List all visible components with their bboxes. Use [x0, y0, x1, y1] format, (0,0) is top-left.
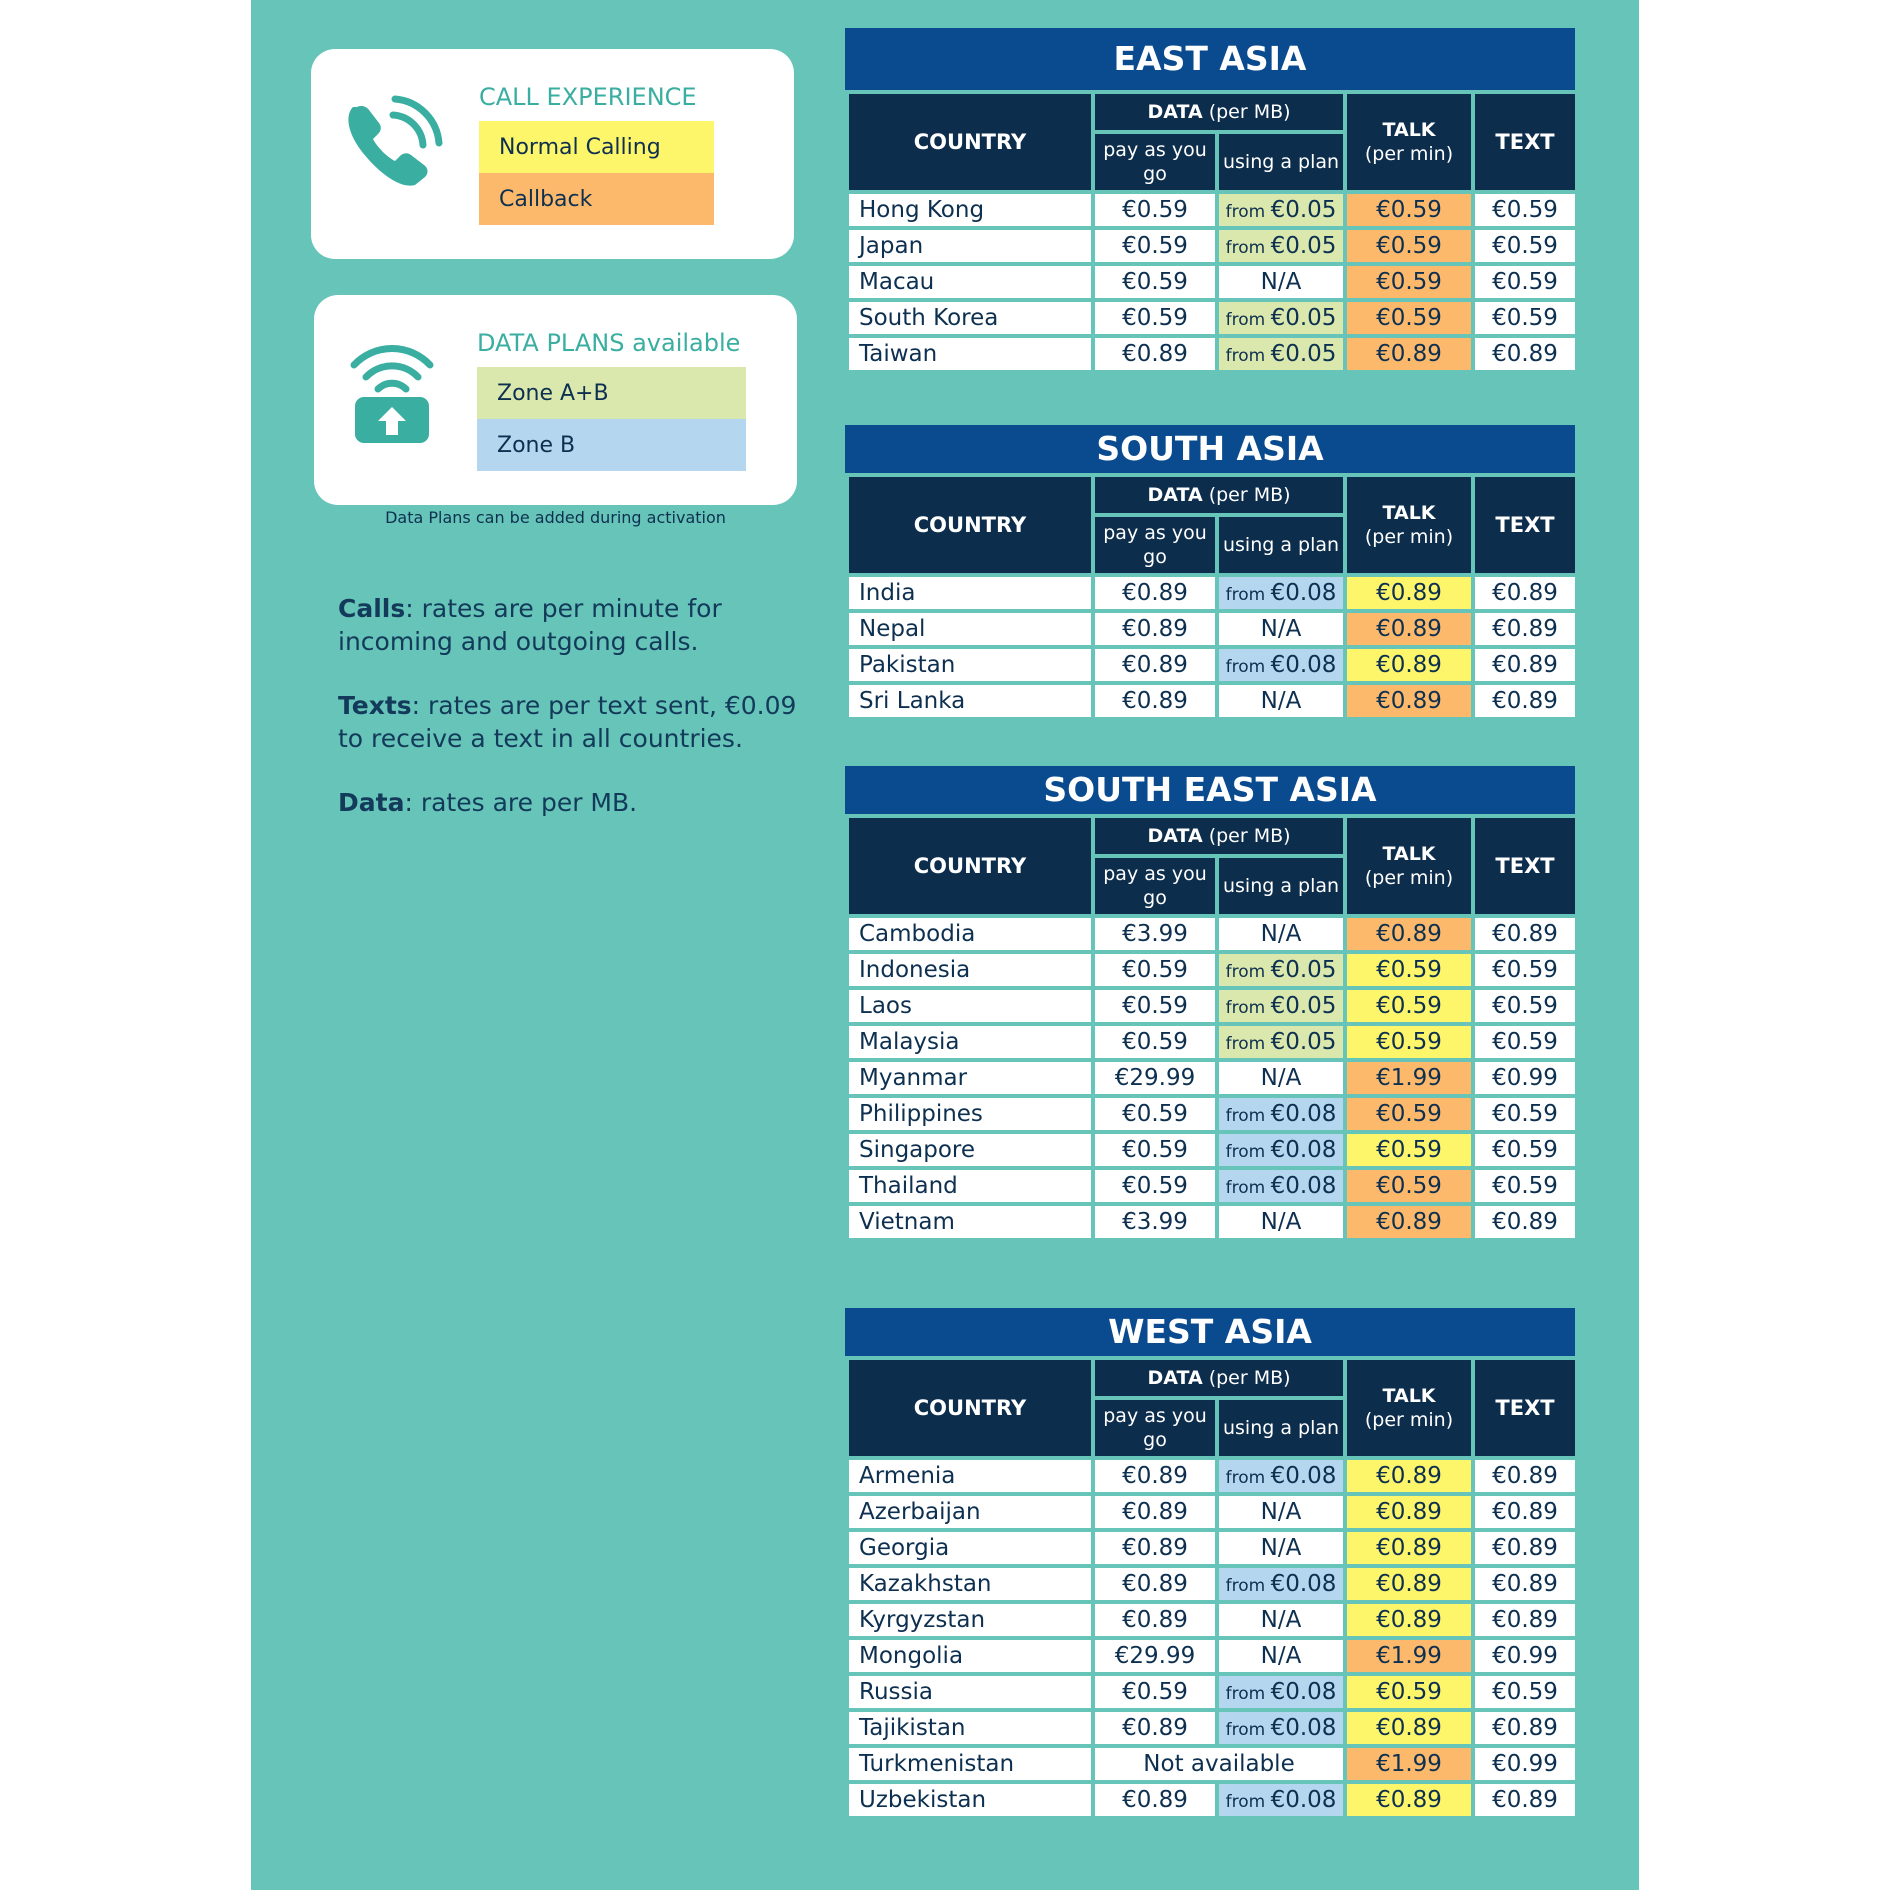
talk-cell: €0.89	[1345, 916, 1473, 952]
legend-zone-ab: Zone A+B	[477, 367, 746, 419]
payg-cell: €0.89	[1093, 647, 1217, 683]
talk-cell: €0.89	[1345, 1530, 1473, 1566]
country-cell: Cambodia	[847, 916, 1093, 952]
note-texts: Texts: rates are per text sent, €0.09 to receive a text in all countries.	[338, 691, 797, 753]
plan-rate: €0.08	[1270, 1787, 1337, 1813]
text-cell: €0.89	[1473, 1782, 1577, 1818]
plan-from-label: from	[1225, 1106, 1271, 1126]
text-cell: €0.59	[1473, 228, 1577, 264]
country-cell: Russia	[847, 1674, 1093, 1710]
data-plans-note: Data Plans can be added during activation	[385, 508, 726, 527]
payg-cell: €0.89	[1093, 1602, 1217, 1638]
country-column-header: COUNTRY	[847, 92, 1093, 192]
country-cell: Taiwan	[847, 336, 1093, 372]
text-cell: €0.89	[1473, 683, 1577, 719]
plan-cell	[1217, 575, 1345, 611]
talk-cell: €0.59	[1345, 228, 1473, 264]
talk-header-label: TALK	[1382, 119, 1436, 141]
country-cell: Philippines	[847, 1096, 1093, 1132]
talk-cell: €0.59	[1345, 264, 1473, 300]
table-row	[847, 1024, 1577, 1060]
talk-column-header	[1345, 816, 1473, 916]
text-cell: €0.89	[1473, 336, 1577, 372]
region-west-asia	[845, 1308, 1575, 1820]
rate-notes	[338, 592, 818, 850]
payg-cell: €29.99	[1093, 1638, 1217, 1674]
plan-cell	[1217, 228, 1345, 264]
talk-cell: €0.59	[1345, 300, 1473, 336]
text-column-header: TEXT	[1473, 816, 1577, 916]
plan-from-label: from	[1225, 585, 1271, 605]
country-cell: Tajikistan	[847, 1710, 1093, 1746]
payg-cell: €0.59	[1093, 1024, 1217, 1060]
table-row	[847, 988, 1577, 1024]
country-cell: Macau	[847, 264, 1093, 300]
plan-cell	[1217, 336, 1345, 372]
talk-column-header	[1345, 475, 1473, 575]
plan-from-label: from	[1225, 1684, 1271, 1704]
plan-rate: €0.08	[1270, 1715, 1337, 1741]
text-cell: €0.89	[1473, 575, 1577, 611]
payg-column-header: pay as you go	[1093, 1398, 1217, 1458]
plan-rate: €0.08	[1270, 1571, 1337, 1597]
plan-column-header: using a plan	[1217, 132, 1345, 192]
country-cell: Kyrgyzstan	[847, 1602, 1093, 1638]
talk-cell: €0.59	[1345, 192, 1473, 228]
plan-rate: €0.05	[1270, 233, 1337, 259]
plan-cell	[1217, 1566, 1345, 1602]
legend-normal-calling: Normal Calling	[479, 121, 714, 173]
country-cell: India	[847, 575, 1093, 611]
plan-rate: €0.08	[1270, 1101, 1337, 1127]
country-cell: Azerbaijan	[847, 1494, 1093, 1530]
plan-cell: N/A	[1217, 916, 1345, 952]
payg-cell: €0.89	[1093, 1530, 1217, 1566]
table-row	[847, 1710, 1577, 1746]
payg-cell: €0.89	[1093, 1710, 1217, 1746]
text-cell: €0.89	[1473, 916, 1577, 952]
table-row	[847, 1168, 1577, 1204]
call-legend-title: CALL EXPERIENCE	[479, 83, 697, 111]
table-row	[847, 1746, 1577, 1782]
plan-rate: €0.08	[1270, 652, 1337, 678]
text-cell: €0.59	[1473, 300, 1577, 336]
table-row	[847, 1602, 1577, 1638]
talk-cell: €0.59	[1345, 1168, 1473, 1204]
plan-column-header: using a plan	[1217, 515, 1345, 575]
payg-cell: €0.59	[1093, 988, 1217, 1024]
text-column-header: TEXT	[1473, 475, 1577, 575]
plan-from-label: from	[1225, 1142, 1271, 1162]
text-cell: €0.59	[1473, 1168, 1577, 1204]
region-title: SOUTH ASIA	[845, 425, 1575, 473]
table-row	[847, 1204, 1577, 1240]
country-cell: South Korea	[847, 300, 1093, 336]
plan-from-label: from	[1225, 1576, 1271, 1596]
data-header-unit: (per MB)	[1202, 101, 1291, 123]
rates-table	[845, 814, 1579, 1242]
text-column-header: TEXT	[1473, 1358, 1577, 1458]
payg-cell: €0.89	[1093, 1494, 1217, 1530]
talk-cell: €0.89	[1345, 683, 1473, 719]
plan-from-label: from	[1225, 998, 1271, 1018]
country-cell: Laos	[847, 988, 1093, 1024]
rates-table	[845, 90, 1579, 374]
plan-from-label: from	[1225, 202, 1271, 222]
data-header-label: DATA	[1147, 1367, 1203, 1389]
table-row	[847, 1060, 1577, 1096]
plan-cell: N/A	[1217, 1204, 1345, 1240]
talk-cell: €0.59	[1345, 988, 1473, 1024]
talk-cell: €1.99	[1345, 1638, 1473, 1674]
plan-cell	[1217, 1168, 1345, 1204]
plan-cell: N/A	[1217, 1638, 1345, 1674]
note-data: Data: rates are per MB.	[338, 788, 638, 817]
talk-cell: €0.59	[1345, 1024, 1473, 1060]
plan-cell	[1217, 1710, 1345, 1746]
country-column-header: COUNTRY	[847, 1358, 1093, 1458]
plan-rate: €0.08	[1270, 1679, 1337, 1705]
region-title: SOUTH EAST ASIA	[845, 766, 1575, 814]
talk-cell: €0.89	[1345, 1710, 1473, 1746]
header-row	[847, 816, 1577, 856]
plan-rate: €0.05	[1270, 305, 1337, 331]
payg-cell: €0.89	[1093, 1566, 1217, 1602]
text-cell: €0.99	[1473, 1746, 1577, 1782]
country-cell: Myanmar	[847, 1060, 1093, 1096]
talk-cell: €1.99	[1345, 1060, 1473, 1096]
text-cell: €0.59	[1473, 1132, 1577, 1168]
text-cell: €0.59	[1473, 192, 1577, 228]
plan-cell: N/A	[1217, 1602, 1345, 1638]
text-cell: €0.89	[1473, 1566, 1577, 1602]
plan-rate: €0.05	[1270, 341, 1337, 367]
plan-cell	[1217, 1096, 1345, 1132]
plan-column-header: using a plan	[1217, 856, 1345, 916]
talk-header-unit: (per min)	[1364, 526, 1454, 548]
payg-cell: €0.59	[1093, 228, 1217, 264]
country-cell: Uzbekistan	[847, 1782, 1093, 1818]
plan-rate: €0.08	[1270, 1173, 1337, 1199]
call-experience-legend	[311, 49, 794, 259]
header-row	[847, 475, 1577, 515]
text-cell: €0.59	[1473, 1096, 1577, 1132]
country-cell: Japan	[847, 228, 1093, 264]
plan-cell: N/A	[1217, 1060, 1345, 1096]
talk-cell: €0.89	[1345, 336, 1473, 372]
country-cell: Singapore	[847, 1132, 1093, 1168]
text-column-header: TEXT	[1473, 92, 1577, 192]
plan-cell: N/A	[1217, 1494, 1345, 1530]
payg-cell: €0.89	[1093, 336, 1217, 372]
plan-cell: N/A	[1217, 611, 1345, 647]
plan-from-label: from	[1225, 1034, 1271, 1054]
plan-from-label: from	[1225, 1468, 1271, 1488]
text-cell: €0.89	[1473, 1204, 1577, 1240]
plan-rate: €0.05	[1270, 993, 1337, 1019]
payg-column-header: pay as you go	[1093, 132, 1217, 192]
country-cell: Vietnam	[847, 1204, 1093, 1240]
text-cell: €0.59	[1473, 952, 1577, 988]
talk-cell: €0.89	[1345, 1782, 1473, 1818]
plan-cell	[1217, 1024, 1345, 1060]
country-cell: Armenia	[847, 1458, 1093, 1494]
table-row	[847, 1096, 1577, 1132]
payg-cell: €0.59	[1093, 1674, 1217, 1710]
talk-cell: €0.89	[1345, 1602, 1473, 1638]
text-cell: €0.59	[1473, 264, 1577, 300]
text-cell: €0.89	[1473, 1710, 1577, 1746]
plan-cell	[1217, 1132, 1345, 1168]
table-row	[847, 1494, 1577, 1530]
country-cell: Sri Lanka	[847, 683, 1093, 719]
plan-cell	[1217, 1458, 1345, 1494]
talk-cell: €0.89	[1345, 647, 1473, 683]
payg-cell: €0.89	[1093, 1458, 1217, 1494]
data-header-unit: (per MB)	[1202, 1367, 1291, 1389]
country-cell: Hong Kong	[847, 192, 1093, 228]
talk-cell: €0.89	[1345, 611, 1473, 647]
text-cell: €0.89	[1473, 1602, 1577, 1638]
plan-cell	[1217, 300, 1345, 336]
plan-from-label: from	[1225, 238, 1271, 258]
talk-cell: €0.89	[1345, 1458, 1473, 1494]
text-cell: €0.59	[1473, 1024, 1577, 1060]
region-south-asia	[845, 425, 1575, 721]
text-cell: €0.59	[1473, 988, 1577, 1024]
plan-cell: N/A	[1217, 683, 1345, 719]
payg-cell: €0.89	[1093, 1782, 1217, 1818]
data-header-label: DATA	[1147, 101, 1203, 123]
country-cell: Kazakhstan	[847, 1566, 1093, 1602]
plan-rate: €0.08	[1270, 1137, 1337, 1163]
data-column-header	[1093, 475, 1345, 515]
payg-cell: €0.59	[1093, 1168, 1217, 1204]
plan-rate: €0.08	[1270, 1463, 1337, 1489]
country-cell: Georgia	[847, 1530, 1093, 1566]
country-cell: Mongolia	[847, 1638, 1093, 1674]
table-row	[847, 611, 1577, 647]
table-row	[847, 336, 1577, 372]
table-row	[847, 192, 1577, 228]
plan-cell	[1217, 1674, 1345, 1710]
wifi-upload-icon	[350, 335, 434, 447]
talk-column-header	[1345, 92, 1473, 192]
table-row	[847, 1782, 1577, 1818]
table-row	[847, 1566, 1577, 1602]
text-cell: €0.89	[1473, 647, 1577, 683]
talk-cell: €0.89	[1345, 1494, 1473, 1530]
plan-rate: €0.05	[1270, 1029, 1337, 1055]
table-row	[847, 1530, 1577, 1566]
data-header-unit: (per MB)	[1202, 484, 1291, 506]
talk-cell: €1.99	[1345, 1746, 1473, 1782]
data-column-header	[1093, 92, 1345, 132]
payg-cell: €0.59	[1093, 300, 1217, 336]
talk-cell: €0.89	[1345, 575, 1473, 611]
region-title: EAST ASIA	[845, 28, 1575, 90]
talk-column-header	[1345, 1358, 1473, 1458]
data-header-label: DATA	[1147, 484, 1203, 506]
talk-header-unit: (per min)	[1364, 143, 1454, 165]
note-calls: Calls: rates are per minute for incoming and outgoing calls.	[338, 594, 722, 656]
talk-header-unit: (per min)	[1364, 1409, 1454, 1431]
plan-cell: N/A	[1217, 1530, 1345, 1566]
data-plans-legend	[314, 295, 797, 505]
text-cell: €0.99	[1473, 1638, 1577, 1674]
talk-cell: €0.89	[1345, 1566, 1473, 1602]
plan-cell	[1217, 647, 1345, 683]
plan-from-label: from	[1225, 657, 1271, 677]
plan-rate: €0.05	[1270, 197, 1337, 223]
table-row	[847, 683, 1577, 719]
legend-zone-b: Zone B	[477, 419, 746, 471]
data-merged-cell: Not available	[1093, 1746, 1345, 1782]
data-header-unit: (per MB)	[1202, 825, 1291, 847]
header-row	[847, 92, 1577, 132]
table-row	[847, 264, 1577, 300]
data-legend-title: DATA PLANS available	[477, 329, 741, 357]
text-cell: €0.89	[1473, 1458, 1577, 1494]
payg-cell: €0.59	[1093, 1132, 1217, 1168]
plan-from-label: from	[1225, 310, 1271, 330]
talk-cell: €0.89	[1345, 1204, 1473, 1240]
talk-header-label: TALK	[1382, 843, 1436, 865]
plan-from-label: from	[1225, 346, 1271, 366]
table-row	[847, 300, 1577, 336]
payg-cell: €3.99	[1093, 916, 1217, 952]
plan-rate: €0.08	[1270, 580, 1337, 606]
country-cell: Indonesia	[847, 952, 1093, 988]
plan-cell	[1217, 952, 1345, 988]
data-column-header	[1093, 816, 1345, 856]
plan-cell	[1217, 192, 1345, 228]
table-row	[847, 1674, 1577, 1710]
payg-cell: €0.59	[1093, 192, 1217, 228]
table-row	[847, 647, 1577, 683]
payg-cell: €0.89	[1093, 683, 1217, 719]
rates-table	[845, 473, 1579, 721]
plan-cell	[1217, 1782, 1345, 1818]
talk-header-label: TALK	[1382, 1385, 1436, 1407]
country-cell: Turkmenistan	[847, 1746, 1093, 1782]
plan-cell	[1217, 988, 1345, 1024]
rates-table	[845, 1356, 1579, 1820]
region-east-asia	[845, 28, 1575, 374]
country-column-header: COUNTRY	[847, 816, 1093, 916]
table-row	[847, 1458, 1577, 1494]
payg-cell: €0.59	[1093, 952, 1217, 988]
talk-cell: €0.59	[1345, 1674, 1473, 1710]
country-cell: Malaysia	[847, 1024, 1093, 1060]
table-row	[847, 228, 1577, 264]
talk-cell: €0.59	[1345, 1096, 1473, 1132]
table-row	[847, 575, 1577, 611]
data-header-label: DATA	[1147, 825, 1203, 847]
table-row	[847, 916, 1577, 952]
text-cell: €0.99	[1473, 1060, 1577, 1096]
country-cell: Nepal	[847, 611, 1093, 647]
table-row	[847, 952, 1577, 988]
region-south-east-asia	[845, 766, 1575, 1242]
text-cell: €0.59	[1473, 1674, 1577, 1710]
table-row	[847, 1132, 1577, 1168]
payg-cell: €0.89	[1093, 575, 1217, 611]
talk-header-unit: (per min)	[1364, 867, 1454, 889]
payg-cell: €0.59	[1093, 1096, 1217, 1132]
country-cell: Thailand	[847, 1168, 1093, 1204]
header-row	[847, 1358, 1577, 1398]
text-cell: €0.89	[1473, 611, 1577, 647]
payg-cell: €29.99	[1093, 1060, 1217, 1096]
talk-cell: €0.59	[1345, 1132, 1473, 1168]
talk-header-label: TALK	[1382, 502, 1436, 524]
talk-cell: €0.59	[1345, 952, 1473, 988]
country-column-header: COUNTRY	[847, 475, 1093, 575]
plan-from-label: from	[1225, 1792, 1271, 1812]
plan-from-label: from	[1225, 962, 1271, 982]
plan-from-label: from	[1225, 1178, 1271, 1198]
payg-column-header: pay as you go	[1093, 856, 1217, 916]
plan-rate: €0.05	[1270, 957, 1337, 983]
phone-ringing-icon	[341, 93, 445, 197]
data-column-header	[1093, 1358, 1345, 1398]
plan-from-label: from	[1225, 1720, 1271, 1740]
payg-cell: €3.99	[1093, 1204, 1217, 1240]
legend-callback: Callback	[479, 173, 714, 225]
payg-cell: €0.59	[1093, 264, 1217, 300]
plan-cell: N/A	[1217, 264, 1345, 300]
plan-column-header: using a plan	[1217, 1398, 1345, 1458]
payg-column-header: pay as you go	[1093, 515, 1217, 575]
text-cell: €0.89	[1473, 1530, 1577, 1566]
region-title: WEST ASIA	[845, 1308, 1575, 1356]
table-row	[847, 1638, 1577, 1674]
country-cell: Pakistan	[847, 647, 1093, 683]
text-cell: €0.89	[1473, 1494, 1577, 1530]
payg-cell: €0.89	[1093, 611, 1217, 647]
